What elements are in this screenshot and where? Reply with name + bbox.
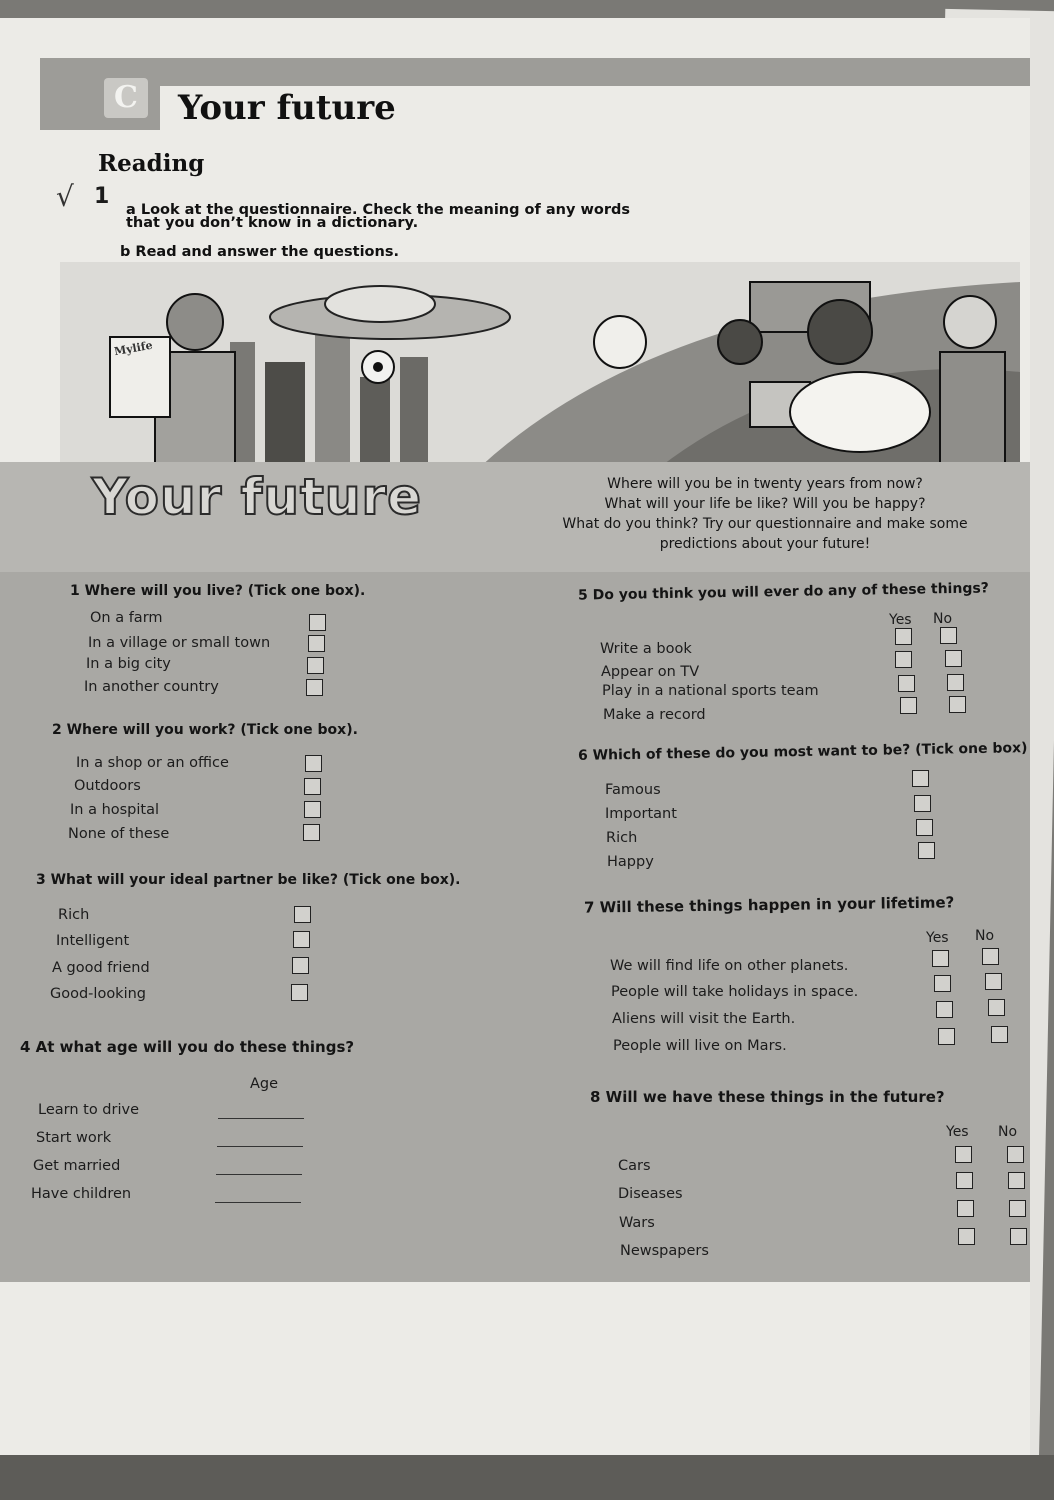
q5-yes-checkbox[interactable] [895, 628, 912, 645]
question-2-title: 2 Where will you work? (Tick one box). [52, 722, 358, 738]
instruction-a-line2: that you don’t know in a dictionary. [126, 215, 419, 231]
q8-yes-checkbox[interactable] [956, 1172, 973, 1189]
q8-no-checkbox[interactable] [1009, 1200, 1026, 1217]
q6-option: Rich [606, 830, 638, 846]
unit-badge: C [104, 78, 148, 118]
q3-checkbox[interactable] [291, 984, 308, 1001]
magazine-label: Mylife [113, 338, 154, 359]
q4-age-label: Age [250, 1076, 279, 1092]
exercise-number: 1 [94, 184, 110, 209]
unit-header-band [40, 58, 1030, 86]
q8-yes-checkbox[interactable] [958, 1228, 975, 1245]
question-7-title: 7 Will these things happen in your lifetime? [583, 893, 955, 917]
q4-option: Have children [31, 1186, 132, 1202]
q5-no-label: No [933, 611, 953, 627]
q2-option: In a shop or an office [76, 755, 229, 771]
q5-yes-checkbox[interactable] [900, 697, 917, 714]
q1-option: In another country [84, 679, 219, 695]
q5-option: Make a record [603, 707, 706, 723]
q4-age-blank[interactable] [217, 1146, 303, 1147]
q6-option: Important [605, 806, 677, 822]
instruction-b: b Read and answer the questions. [120, 244, 399, 260]
q7-yes-checkbox[interactable] [932, 950, 949, 967]
banner-intro [530, 474, 1000, 554]
intro-line-4: predictions about your future! [659, 536, 871, 552]
q6-option: Famous [605, 782, 661, 798]
q3-checkbox[interactable] [293, 931, 310, 948]
question-5-title: 5 Do you think you will ever do any of these things? [577, 580, 989, 604]
q4-age-blank[interactable] [216, 1174, 302, 1175]
q3-option: Rich [58, 907, 90, 923]
question-8-title: 8 Will we have these things in the future? [590, 1088, 945, 1106]
q1-checkbox[interactable] [309, 614, 326, 631]
reading-heading: Reading [98, 150, 205, 177]
q2-option: In a hospital [70, 802, 160, 818]
q2-checkbox[interactable] [304, 801, 321, 818]
q5-no-checkbox[interactable] [949, 696, 966, 713]
q6-checkbox[interactable] [912, 770, 929, 787]
q2-option: Outdoors [74, 778, 141, 794]
q2-checkbox[interactable] [303, 824, 320, 841]
intro-line-2: What will your life be like? Will you be happy? [604, 496, 926, 512]
q3-option: Good-looking [50, 986, 147, 1002]
q5-yes-checkbox[interactable] [898, 675, 915, 692]
question-6-title: 6 Which of these do you most want to be? (Tick one box) [577, 740, 1028, 764]
question-4-title: 4 At what age will you do these things? [20, 1038, 355, 1056]
q8-no-checkbox[interactable] [1010, 1228, 1027, 1245]
q7-no-label: No [975, 928, 995, 944]
q7-option: People will take holidays in space. [611, 984, 859, 1000]
q4-age-blank[interactable] [218, 1118, 304, 1119]
q3-checkbox[interactable] [294, 906, 311, 923]
q8-no-label: No [998, 1124, 1018, 1140]
q3-option: A good friend [52, 960, 150, 976]
q2-checkbox[interactable] [304, 778, 321, 795]
q4-option: Learn to drive [38, 1102, 139, 1118]
unit-title: Your future [178, 88, 396, 128]
handwritten-tick: √ [56, 180, 74, 213]
question-3-title: 3 What will your ideal partner be like? (Tick one box). [36, 872, 461, 888]
future-illustration [60, 262, 1020, 467]
q1-option: In a village or small town [88, 635, 271, 651]
q1-option: On a farm [90, 610, 163, 626]
q5-option: Play in a national sports team [602, 683, 819, 699]
question-1-title: 1 Where will you live? (Tick one box). [70, 583, 366, 599]
q4-option: Start work [36, 1130, 112, 1146]
intro-line-3: What do you think? Try our questionnaire and make some [562, 516, 968, 532]
q7-no-checkbox[interactable] [985, 973, 1002, 990]
banner-title: Your future [92, 468, 423, 526]
q6-checkbox[interactable] [914, 795, 931, 812]
q8-option: Cars [618, 1158, 651, 1174]
q2-option: None of these [68, 826, 170, 842]
q5-no-checkbox[interactable] [947, 674, 964, 691]
q7-yes-checkbox[interactable] [934, 975, 951, 992]
q7-option: Aliens will visit the Earth. [612, 1011, 796, 1027]
q8-option: Wars [619, 1215, 655, 1231]
q8-option: Newspapers [620, 1243, 709, 1259]
q7-yes-checkbox[interactable] [936, 1001, 953, 1018]
q1-checkbox[interactable] [307, 657, 324, 674]
q7-no-checkbox[interactable] [988, 999, 1005, 1016]
q1-checkbox[interactable] [308, 635, 325, 652]
q6-checkbox[interactable] [918, 842, 935, 859]
q7-yes-label: Yes [926, 930, 949, 946]
q8-yes-checkbox[interactable] [957, 1200, 974, 1217]
q7-option: People will live on Mars. [613, 1038, 787, 1054]
q4-option: Get married [33, 1158, 121, 1174]
q7-option: We will find life on other planets. [610, 958, 849, 974]
q8-no-checkbox[interactable] [1007, 1146, 1024, 1163]
q5-no-checkbox[interactable] [940, 627, 957, 644]
q4-age-blank[interactable] [215, 1202, 301, 1203]
q1-checkbox[interactable] [306, 679, 323, 696]
q5-yes-label: Yes [889, 612, 912, 628]
q6-option: Happy [607, 854, 654, 870]
q8-yes-label: Yes [946, 1124, 969, 1140]
q5-option: Appear on TV [601, 664, 700, 680]
q1-option: In a big city [86, 656, 171, 672]
illustration-drawing [60, 262, 1020, 467]
q3-checkbox[interactable] [292, 957, 309, 974]
q8-no-checkbox[interactable] [1008, 1172, 1025, 1189]
q6-checkbox[interactable] [916, 819, 933, 836]
q7-no-checkbox[interactable] [982, 948, 999, 965]
q8-option: Diseases [618, 1186, 683, 1202]
instruction-a-line1: a Look at the questionnaire. Check the meaning of any words [126, 202, 630, 218]
q3-option: Intelligent [56, 933, 130, 949]
q7-yes-checkbox[interactable] [938, 1028, 955, 1045]
q2-checkbox[interactable] [305, 755, 322, 772]
intro-line-1: Where will you be in twenty years from now? [607, 476, 923, 492]
table-surface [0, 1455, 1054, 1500]
q8-yes-checkbox[interactable] [955, 1146, 972, 1163]
q5-yes-checkbox[interactable] [895, 651, 912, 668]
q5-option: Write a book [600, 641, 692, 657]
q5-no-checkbox[interactable] [945, 650, 962, 667]
q7-no-checkbox[interactable] [991, 1026, 1008, 1043]
